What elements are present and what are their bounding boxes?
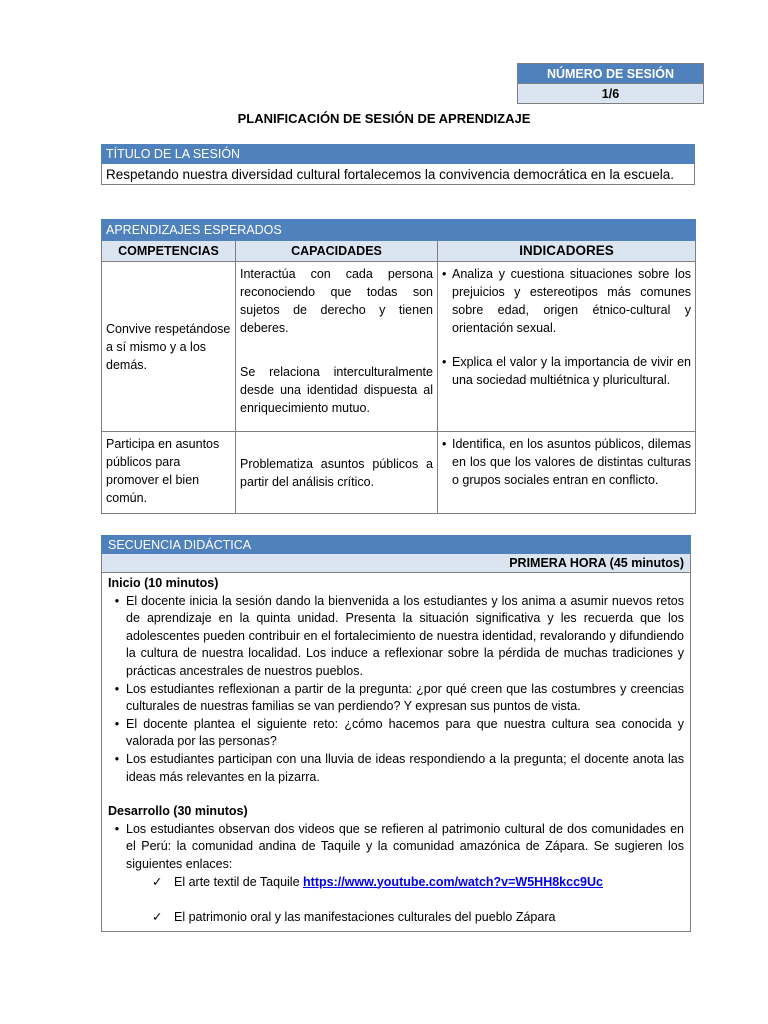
capacidad-text: Problematiza asuntos públicos a partir del análisis crítico.: [240, 456, 433, 489]
expected-learning-label: APRENDIZAJES ESPERADOS: [102, 220, 696, 241]
session-title-label: TÍTULO DE LA SESIÓN: [102, 145, 695, 164]
capacidad-cell: [236, 262, 438, 432]
session-title-table: [101, 144, 695, 185]
session-number-label: NÚMERO DE SESIÓN: [518, 64, 704, 84]
competencia-cell: [102, 432, 236, 514]
session-number-value: 1/6: [518, 84, 704, 104]
capacidad-text: Interactúa con cada persona reconociendo que todas son sujetos de derecho y tienen deberes.: [240, 267, 433, 335]
column-headers: [102, 241, 696, 262]
header-indicadores: INDICADORES: [438, 241, 696, 262]
session-number-box: [517, 63, 704, 104]
link-item-text: El patrimonio oral y las manifestaciones culturales del pueblo Zápara: [174, 910, 556, 925]
expected-learning-table: [101, 219, 696, 514]
list-item: • Los estudiantes reflexionan a partir de la pregunta: ¿por qué creen que las costumbres y creencias culturales de nuestras familias se van perdiendo? Y expresan sus puntos de vista.: [108, 681, 684, 716]
check-icon: ✓: [152, 910, 163, 925]
link-item: [108, 909, 684, 927]
capacidad-text: Se relaciona interculturalmente desde una identidad dispuesta al enriquecimiento mutuo.: [240, 365, 433, 415]
session-title-text: Respetando nuestra diversidad cultural fortalecemos la convivencia democrática en la escuela.: [102, 164, 695, 185]
indicador-item: • Explica el valor y la importancia de vivir en una sociedad multiétnica y pluricultural.: [442, 353, 691, 389]
list-item: • Los estudiantes participan con una lluvia de ideas respondiendo a la pregunta; el docente anota las ideas más relevantes en la pizarra.: [108, 751, 684, 786]
desarrollo-title: Desarrollo (30 minutos): [108, 804, 248, 819]
list-item: • El docente plantea el siguiente reto: ¿cómo hacemos para que nuestra cultura sea conocida y valorada por las personas?: [108, 716, 684, 751]
indicador-cell: [438, 262, 696, 432]
sequence-body: [102, 573, 691, 932]
list-item: • Los estudiantes observan dos videos que se refieren al patrimonio cultural de dos comunidades en el Perú: la comunidad andina de Taquile y la comunidad amazónica de Zápara. Se sugieren los siguientes enlaces:: [108, 821, 684, 874]
link-item-text: El arte textil de Taquile: [174, 874, 304, 889]
taquile-video-link[interactable]: https://www.youtube.com/watch?v=W5HH8kcc9Uc: [303, 874, 603, 889]
header-competencias: COMPETENCIAS: [102, 241, 236, 262]
competencia-text: Convive respetándose a sí mismo y a los demás.: [106, 321, 231, 372]
header-capacidades: CAPACIDADES: [236, 241, 438, 262]
table-row: [102, 432, 696, 514]
capacidad-cell: [236, 432, 438, 514]
indicador-cell: [438, 432, 696, 514]
didactic-sequence-label: SECUENCIA DIDÁCTICA: [102, 536, 691, 554]
competencia-text: Participa en asuntos públicos para promover el bien común.: [106, 437, 220, 505]
list-item: • El docente inicia la sesión dando la bienvenida a los estudiantes y los anima a asumir nuevos retos de aprendizaje en la quinta unidad. Presenta la situación significativa y les recuerda que los adolescentes pueden contribuir en el fortalecimiento de nuestra identidad, revalorando y difundiendo la cultura de nuestra localidad. Los induce a reflexionar sobre la pérdida de muchas tradiciones y prácticas ancestrales de nuestros pueblos.: [108, 593, 684, 681]
didactic-sequence-table: [101, 535, 691, 932]
first-hour-label: PRIMERA HORA (45 minutos): [102, 554, 691, 573]
link-item: [108, 874, 684, 892]
check-icon: ✓: [152, 874, 163, 889]
document-title: PLANIFICACIÓN DE SESIÓN DE APRENDIZAJE: [237, 111, 531, 126]
table-row: [102, 262, 696, 432]
competencia-cell: [102, 262, 236, 432]
indicador-item: • Identifica, en los asuntos públicos, dilemas en los que los valores de distintas culturas o grupos sociales entran en conflicto.: [442, 435, 691, 489]
inicio-title: Inicio (10 minutos): [108, 576, 219, 590]
indicador-item: • Analiza y cuestiona situaciones sobre los prejuicios y estereotipos más comunes sobre edad, origen étnico-cultural y orientación sexual.: [442, 265, 691, 337]
